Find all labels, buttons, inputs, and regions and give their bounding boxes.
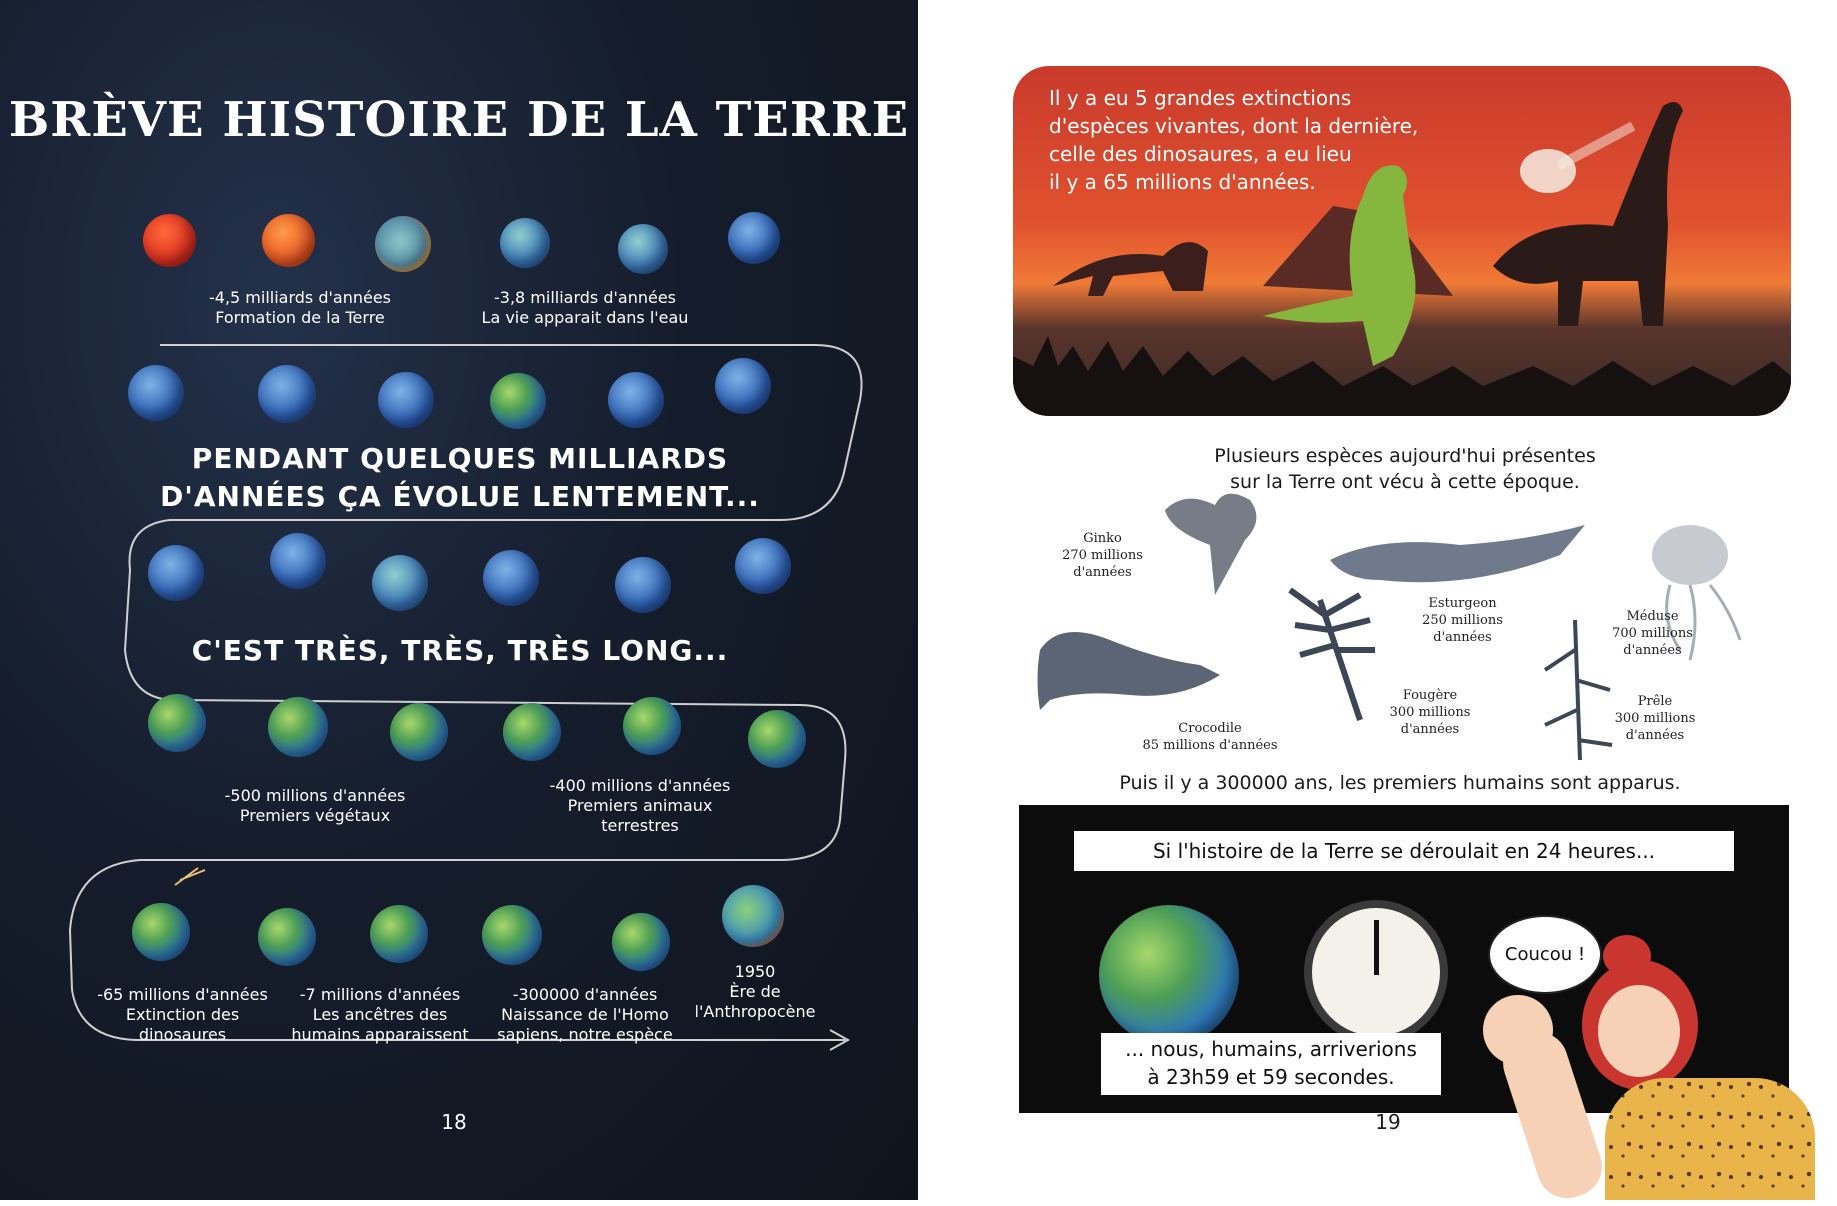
planet-icon [748, 710, 806, 768]
planet-icon [148, 545, 204, 601]
planet-icon [128, 365, 184, 421]
waving-hand [1483, 995, 1553, 1065]
species-label-meduse: Méduse 700 millions d'années [1612, 609, 1693, 658]
speech-bubble: Coucou ! [1488, 915, 1602, 994]
planet-icon [132, 903, 190, 961]
planet-icon [500, 218, 550, 268]
planet-icon [728, 212, 780, 264]
sauropod-icon [1493, 102, 1683, 326]
timeline-label: -65 millions d'années Extinction des dinosaures [97, 985, 268, 1044]
grass-silhouette [1013, 336, 1791, 416]
timeline-label: -400 millions d'années Premiers animaux terrestres [549, 776, 731, 835]
planet-icon [490, 373, 546, 429]
timeline-label: -4,5 milliards d'années Formation de la Terre [208, 288, 391, 327]
species-label-esturgeon: Esturgeon 250 millions d'années [1422, 596, 1503, 645]
planet-icon [722, 885, 784, 947]
planet-icon [615, 557, 671, 613]
planet-icon [370, 905, 428, 963]
planet-icon [262, 214, 315, 267]
planet-icon [608, 372, 664, 428]
planet-icon [503, 703, 561, 761]
comet-icon [175, 868, 205, 885]
species-label-crocodile: Crocodile 85 millions d'années [1142, 721, 1278, 753]
planet-icon [623, 697, 681, 755]
earth-icon [1099, 905, 1239, 1045]
planet-icon [143, 214, 196, 267]
planet-icon [390, 703, 448, 761]
panel-top-caption: Si l'histoire de la Terre se déroulait en 24 heures... [1074, 831, 1734, 871]
scene-caption: Il y a eu 5 grandes extinctions d'espèces vivantes, dont la dernière, celle des dinosaures, a eu lieu il y a 65 millions d'années. [1049, 86, 1419, 194]
timeline-label: -500 millions d'années Premiers végétaux [224, 786, 406, 825]
leopard-tunic [1605, 1078, 1815, 1200]
clock-icon [1304, 900, 1448, 1044]
dinosaur-scene [1013, 66, 1791, 416]
planet-icon [482, 905, 542, 965]
page-title: BRÈVE HISTOIRE DE LA TERRE [8, 92, 910, 148]
humans-caption: Puis il y a 300000 ans, les premiers humains sont apparus. [1119, 772, 1681, 794]
page-number: 18 [441, 1110, 467, 1134]
timeline-heading: C'EST TRÈS, TRÈS, TRÈS LONG... [191, 634, 729, 667]
planet-icon [372, 555, 428, 611]
species-label-ginko: Ginko 270 millions d'années [1062, 531, 1143, 580]
face [1598, 985, 1680, 1077]
planet-icon [270, 533, 326, 589]
planet-icon [258, 365, 316, 423]
planet-icon [715, 358, 771, 414]
triceratops-icon [1053, 242, 1208, 296]
timeline-label: -3,8 milliards d'années La vie apparait dans l'eau [481, 288, 689, 327]
planet-icon [378, 372, 434, 428]
planet-icon [483, 550, 539, 606]
planet-icon [148, 694, 206, 752]
species-label-prele: Prêle 300 millions d'années [1614, 694, 1696, 743]
planet-icon [268, 697, 328, 757]
planet-icon [612, 913, 670, 971]
planet-icon [258, 908, 316, 966]
planet-icon [618, 224, 668, 274]
page-number: 19 [1375, 1110, 1401, 1134]
timeline-label: -300000 d'années Naissance de l'Homo sapiens, notre espèce [497, 985, 673, 1044]
planet-icon [375, 216, 431, 272]
species-intro: Plusieurs espèces aujourd'hui présentes sur la Terre ont vécu à cette époque. [1214, 445, 1596, 493]
species-label-fougere: Fougère 300 millions d'années [1389, 688, 1471, 737]
timeline-heading: PENDANT QUELQUES MILLIARDS D'ANNÉES ÇA ÉVOLUE LENTEMENT... [160, 442, 760, 513]
timeline-label: -7 millions d'années Les ancêtres des humains apparaissent [291, 985, 469, 1044]
left-page [0, 0, 918, 1200]
timeline-label: 1950 Ère de l'Anthropocène [694, 962, 816, 1021]
panel-bottom-caption: ... nous, humains, arriverions à 23h59 et 59 secondes. [1101, 1033, 1441, 1095]
planet-icon [735, 538, 791, 594]
